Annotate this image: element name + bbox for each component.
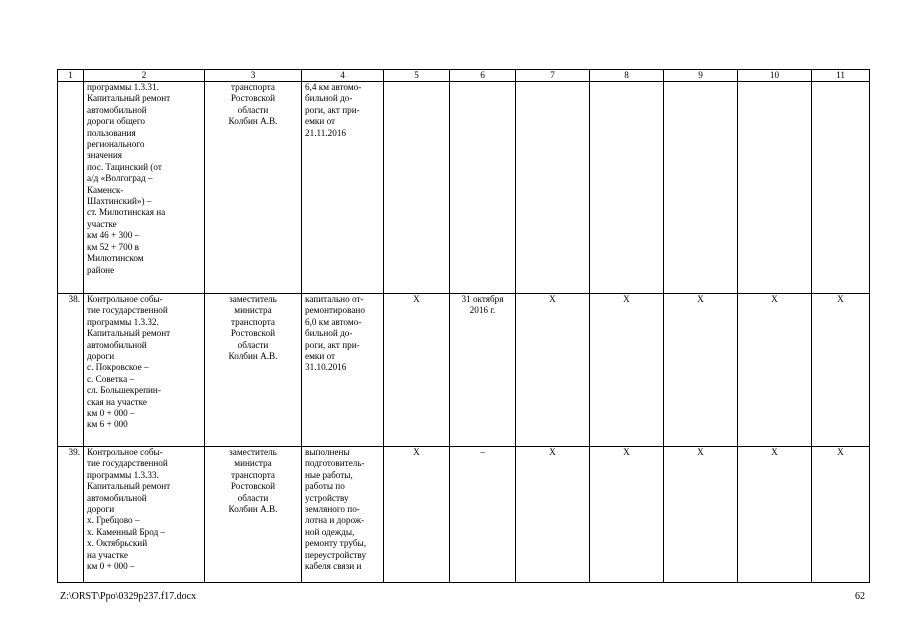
cell-line: Колбин А.В. (228, 351, 278, 362)
table-row (58, 447, 870, 583)
column-6-cell (450, 294, 516, 447)
cell-line: х. Каменный Брод – (87, 526, 166, 537)
cell-line: на участке (87, 549, 128, 560)
cell-line: 6,0 км автомо- (305, 316, 362, 327)
cell-line: 31.10.2016 (305, 362, 347, 373)
cell-line: ремонтировано (305, 305, 365, 316)
cell-line: переустройству (305, 549, 367, 560)
cell-line: х. Октябрьский (87, 538, 148, 549)
cell-line: министра (234, 305, 272, 316)
cell-line: районе (87, 264, 115, 275)
cell-value: Х (697, 447, 704, 457)
table-body (58, 82, 870, 583)
column-11-cell (812, 82, 870, 294)
cell-line: подготовитель- (305, 458, 365, 469)
cell-line: программы 1.3.32. (87, 316, 159, 327)
column-number-row (58, 70, 870, 82)
cell-value: Х (771, 447, 778, 457)
column-9-cell (664, 82, 738, 294)
column-9-cell (664, 447, 738, 583)
table-row (58, 82, 870, 294)
row-number-cell (58, 294, 84, 447)
event-cell (84, 294, 205, 447)
col-header-7: 7 (516, 70, 590, 82)
cell-line: тие государственной (87, 305, 168, 316)
responsible-cell (205, 447, 302, 583)
cell-line: Колбин А.В. (228, 504, 278, 515)
cell-line: земляного по- (305, 504, 360, 515)
cell-line: программы 1.3.33. (87, 469, 159, 480)
cell-line: пользования (87, 127, 136, 138)
column-11-cell (812, 294, 870, 447)
cell-line: 21.11.2016 (305, 127, 347, 138)
row-number-cell (58, 447, 84, 583)
cell-line: Капитальный ремонт (87, 328, 171, 339)
cell-value: Х (697, 294, 704, 304)
cell-value: Х (623, 294, 630, 304)
cell-line: ст. Милютинская на (87, 207, 166, 218)
cell-line: км 52 + 700 в (87, 241, 139, 252)
cell-line: автомобильной (87, 104, 147, 115)
cell-value: 39. (68, 447, 80, 457)
cell-line: транспорта (231, 316, 275, 327)
cell-line: роги, акт при- (305, 104, 360, 115)
col-header-1: 1 (58, 70, 84, 82)
cell-line: Ростовской (230, 481, 276, 492)
cell-line: регионального (87, 139, 145, 150)
cell-line: автомобильной (87, 339, 147, 350)
cell-line: Колбин А.В. (228, 116, 278, 127)
cell-line: автомобильной (87, 492, 147, 503)
cell-line: с. Покровское – (87, 362, 149, 373)
cell-line: области (237, 104, 269, 115)
cell-value: Х (837, 294, 844, 304)
cell-value: Х (771, 294, 778, 304)
result-cell (302, 294, 384, 447)
cell-value: Х (837, 447, 844, 457)
col-header-2: 2 (84, 70, 205, 82)
cell-line: значения (87, 150, 123, 161)
cell-line: Милютинском (87, 253, 144, 264)
cell-line: км 0 + 000 – (87, 561, 135, 572)
page-number: 62 (855, 591, 865, 602)
column-8-cell (590, 82, 664, 294)
cell-line: емки от (305, 351, 336, 362)
cell-line: х. Гребцово – (87, 515, 140, 526)
cell-value: Х (413, 294, 420, 304)
cell-value: Х (549, 447, 556, 457)
column-5-cell (384, 82, 450, 294)
cell-line: дороги (87, 351, 115, 362)
cell-line: а/д «Волгоград – (87, 173, 153, 184)
cell-line: тие государственной (87, 458, 168, 469)
report-table (57, 69, 870, 583)
column-11-cell (812, 447, 870, 583)
col-header-4: 4 (302, 70, 384, 82)
col-header-11: 11 (812, 70, 870, 82)
result-cell (302, 82, 384, 294)
cell-value: 38. (68, 294, 80, 304)
cell-line: дороги (87, 504, 115, 515)
column-7-cell (516, 82, 590, 294)
cell-line: ремонту трубы, (305, 538, 366, 549)
cell-line: сл. Большекрепин- (87, 385, 161, 396)
cell-line: ной одежды, (305, 526, 355, 537)
cell-line: Капитальный ремонт (87, 481, 171, 492)
col-header-3: 3 (205, 70, 302, 82)
cell-line: транспорта (231, 469, 275, 480)
result-cell (302, 447, 384, 583)
cell-value: Х (549, 294, 556, 304)
cell-line: 6,4 км автомо- (305, 82, 362, 92)
cell-line: программы 1.3.31. (87, 82, 159, 92)
cell-line: 31 октября (461, 294, 504, 304)
cell-line: кабеля связи и (305, 561, 362, 572)
cell-value: Х (623, 447, 630, 457)
responsible-cell (205, 82, 302, 294)
col-header-6: 6 (450, 70, 516, 82)
cell-line: бильной до- (305, 328, 353, 339)
cell-line: 2016 г. (469, 305, 496, 316)
cell-line: Контрольное собы- (87, 294, 163, 304)
column-5-cell (384, 447, 450, 583)
event-cell (84, 447, 205, 583)
cell-line: участке (87, 218, 117, 229)
cell-line: министра (234, 458, 272, 469)
cell-line: ные работы, (305, 469, 353, 480)
event-cell (84, 82, 205, 294)
column-9-cell (664, 294, 738, 447)
column-10-cell (738, 447, 812, 583)
cell-line: капитально от- (305, 294, 364, 304)
cell-line: заместитель (229, 447, 277, 457)
cell-line: Ростовской (230, 328, 276, 339)
cell-line: бильной до- (305, 93, 353, 104)
col-header-5: 5 (384, 70, 450, 82)
cell-line: Каменск- (87, 184, 124, 195)
cell-line: км 0 + 000 – (87, 408, 135, 419)
cell-line: выполнены (305, 447, 350, 457)
cell-line: ская на участке (87, 396, 147, 407)
cell-line: Шахтинский») – (87, 196, 152, 207)
row-number-cell (58, 82, 84, 294)
cell-line: емки от (305, 116, 336, 127)
column-6-cell (450, 447, 516, 583)
cell-line: устройству (305, 492, 349, 503)
cell-line: лотна и дорож- (305, 515, 365, 526)
cell-line: пос. Тацинский (от (87, 161, 162, 172)
column-5-cell (384, 294, 450, 447)
cell-line: км 6 + 000 (87, 419, 128, 430)
cell-line: Ростовской (230, 93, 276, 104)
cell-line: роги, акт при- (305, 339, 360, 350)
column-8-cell (590, 447, 664, 583)
cell-line: км 46 + 300 – (87, 230, 140, 241)
cell-value: Х (413, 447, 420, 457)
col-header-10: 10 (738, 70, 812, 82)
column-7-cell (516, 447, 590, 583)
column-8-cell (590, 294, 664, 447)
cell-line: Капитальный ремонт (87, 93, 171, 104)
cell-line: Контрольное собы- (87, 447, 163, 457)
table-row (58, 294, 870, 447)
cell-line: дороги общего (87, 116, 145, 127)
document-path: Z:\ORST\Ppo\0329p237.f17.docx (60, 591, 197, 602)
col-header-8: 8 (590, 70, 664, 82)
cell-line: транспорта (231, 82, 275, 92)
column-7-cell (516, 294, 590, 447)
column-10-cell (738, 294, 812, 447)
col-header-9: 9 (664, 70, 738, 82)
cell-line: работы по (305, 481, 345, 492)
column-6-cell (450, 82, 516, 294)
cell-line: заместитель (229, 294, 277, 304)
responsible-cell (205, 294, 302, 447)
cell-line: области (237, 339, 269, 350)
column-10-cell (738, 82, 812, 294)
cell-line: с. Советка – (87, 373, 135, 384)
cell-line: – (480, 447, 485, 457)
cell-line: области (237, 492, 269, 503)
